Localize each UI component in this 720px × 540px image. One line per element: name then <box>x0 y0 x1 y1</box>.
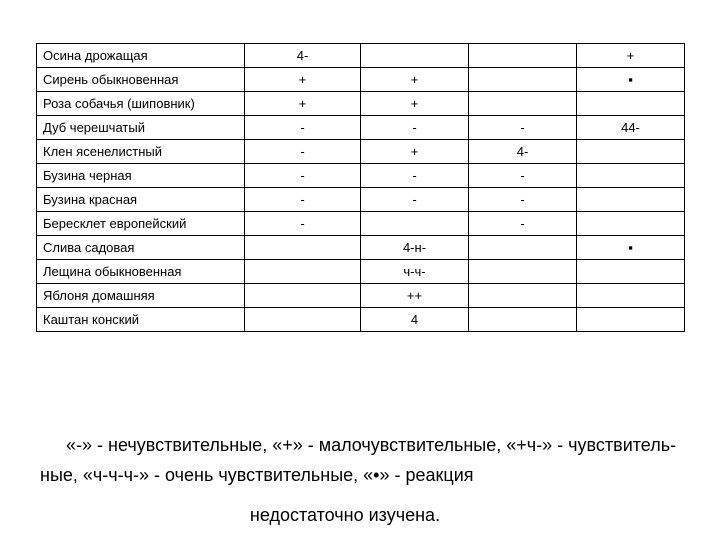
sensitivity-cell: 4 <box>361 308 469 332</box>
sensitivity-cell <box>577 140 685 164</box>
plant-name: Яблоня домашняя <box>37 284 245 308</box>
sensitivity-cell <box>469 92 577 116</box>
sensitivity-cell: ч-ч- <box>361 260 469 284</box>
table-row <box>37 236 685 260</box>
sensitivity-cell <box>469 68 577 92</box>
sensitivity-cell <box>577 260 685 284</box>
sensitivity-cell: - <box>361 116 469 140</box>
sensitivity-cell <box>361 44 469 68</box>
plant-name: Роза собачья (шиповник) <box>37 92 245 116</box>
sensitivity-cell: - <box>469 188 577 212</box>
sensitivity-cell <box>577 188 685 212</box>
sensitivity-cell: + <box>245 92 361 116</box>
sensitivity-cell: - <box>469 164 577 188</box>
sensitivity-table <box>36 43 685 332</box>
plant-name: Бузина черная <box>37 164 245 188</box>
sensitivity-cell <box>577 284 685 308</box>
sensitivity-cell <box>469 308 577 332</box>
sensitivity-cell: - <box>469 212 577 236</box>
table-row <box>37 116 685 140</box>
sensitivity-cell <box>469 260 577 284</box>
sensitivity-cell: + <box>361 68 469 92</box>
sensitivity-cell: + <box>361 92 469 116</box>
sensitivity-cell: - <box>361 188 469 212</box>
legend-text: «-» - нечувствительные, «+» - малочувствительные, «+ч-» - чувствитель-ные, «ч-ч-ч-» - очень чувствительные, «•» - реакция <box>40 435 677 485</box>
sensitivity-cell <box>577 212 685 236</box>
table-row <box>37 164 685 188</box>
plant-name: Лещина обыкновенная <box>37 260 245 284</box>
sensitivity-cell: ++ <box>361 284 469 308</box>
sensitivity-cell: + <box>577 44 685 68</box>
sensitivity-cell: 4- <box>245 44 361 68</box>
sensitivity-table-container <box>36 43 685 332</box>
sensitivity-cell: - <box>245 188 361 212</box>
sensitivity-cell: 44- <box>577 116 685 140</box>
sensitivity-cell: - <box>245 140 361 164</box>
plant-name: Каштан конский <box>37 308 245 332</box>
table-row <box>37 260 685 284</box>
table-row <box>37 308 685 332</box>
sensitivity-cell <box>577 164 685 188</box>
plant-name: Бересклет европейский <box>37 212 245 236</box>
sensitivity-cell <box>245 284 361 308</box>
sensitivity-cell <box>577 92 685 116</box>
plant-name: Дуб черешчатый <box>37 116 245 140</box>
plant-name: Клен ясенелистный <box>37 140 245 164</box>
sensitivity-cell <box>469 44 577 68</box>
sensitivity-cell: 4- <box>469 140 577 164</box>
sensitivity-cell: + <box>245 68 361 92</box>
plant-name: Осина дрожащая <box>37 44 245 68</box>
table-row <box>37 212 685 236</box>
sensitivity-cell: - <box>361 164 469 188</box>
sensitivity-cell: - <box>245 164 361 188</box>
table-row <box>37 140 685 164</box>
sensitivity-cell: ▪ <box>577 68 685 92</box>
legend-ending: недостаточно изучена. <box>249 505 441 525</box>
sensitivity-cell: - <box>245 116 361 140</box>
sensitivity-cell: - <box>469 116 577 140</box>
plant-name: Сирень обыкновенная <box>37 68 245 92</box>
sensitivity-cell: + <box>361 140 469 164</box>
sensitivity-cell <box>469 236 577 260</box>
legend <box>40 430 680 490</box>
sensitivity-cell <box>245 260 361 284</box>
plant-name: Бузина красная <box>37 188 245 212</box>
sensitivity-cell <box>469 284 577 308</box>
table-row <box>37 188 685 212</box>
plant-name: Слива садовая <box>37 236 245 260</box>
sensitivity-cell <box>577 308 685 332</box>
sensitivity-table-body <box>37 44 685 332</box>
sensitivity-cell: - <box>245 212 361 236</box>
table-row <box>37 68 685 92</box>
sensitivity-cell: ▪ <box>577 236 685 260</box>
sensitivity-cell <box>245 236 361 260</box>
table-row <box>37 284 685 308</box>
sensitivity-cell: 4-н- <box>361 236 469 260</box>
sensitivity-cell <box>361 212 469 236</box>
table-row <box>37 92 685 116</box>
sensitivity-cell <box>245 308 361 332</box>
table-row <box>37 44 685 68</box>
